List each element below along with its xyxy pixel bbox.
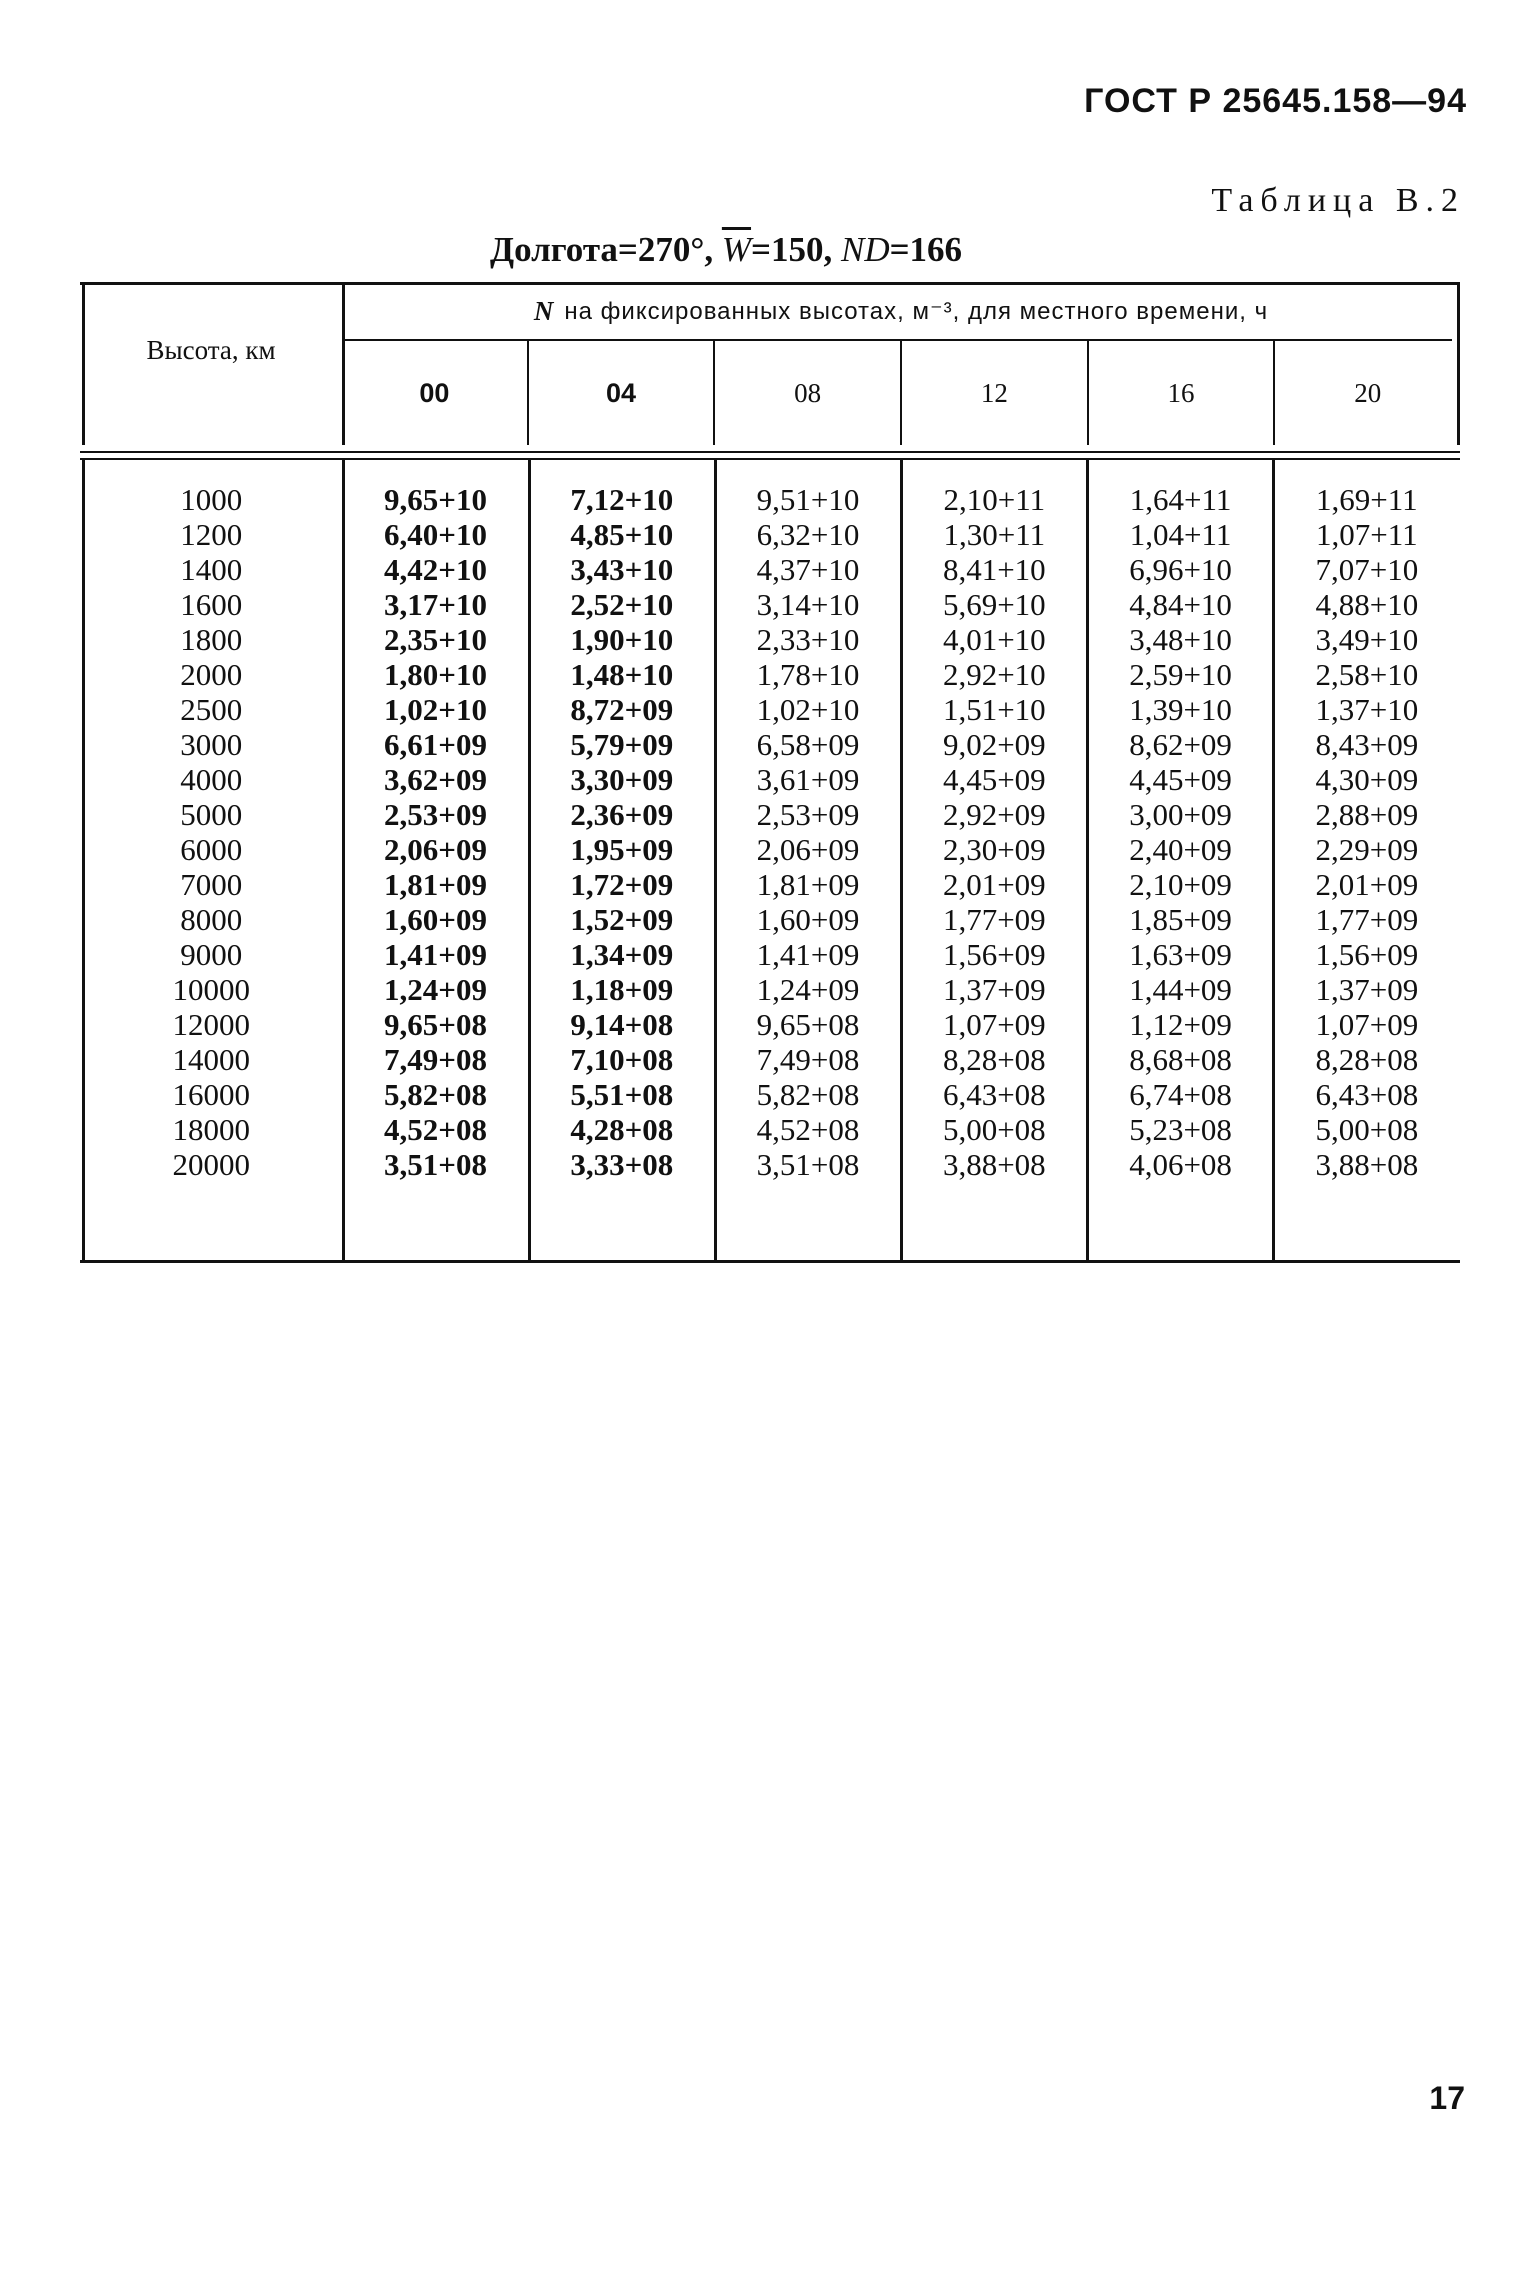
density-cell-20: 1,37+10 — [1315, 692, 1419, 727]
density-cell-16: 3,00+09 — [1129, 797, 1232, 832]
density-cell-04: 4,85+10 — [570, 517, 674, 552]
altitude-cell: 3000 — [180, 727, 243, 762]
density-cell-16: 1,04+11 — [1129, 517, 1232, 552]
table-bottom-rule — [80, 1260, 1460, 1263]
altitude-cell: 5000 — [180, 797, 243, 832]
density-cell-00: 2,06+09 — [384, 832, 487, 867]
data-grid — [80, 482, 1460, 1182]
density-cell-16: 1,12+09 — [1129, 1007, 1232, 1042]
density-cell-08: 1,24+09 — [756, 972, 860, 1007]
density-cell-12: 8,41+10 — [942, 552, 1046, 587]
density-cell-04: 1,90+10 — [570, 622, 674, 657]
density-cell-20: 3,88+08 — [1315, 1147, 1419, 1182]
density-cell-08: 4,52+08 — [756, 1112, 860, 1147]
standard-number: ГОСТ Р 25645.158—94 — [1084, 82, 1467, 120]
density-cell-16: 1,85+09 — [1129, 902, 1232, 937]
altitude-cell: 12000 — [172, 1007, 250, 1042]
longitude-label: Долгота=270°, — [490, 230, 714, 269]
density-cell-04: 9,14+08 — [570, 1007, 674, 1042]
density-cell-00: 5,82+08 — [384, 1077, 487, 1112]
density-cell-20: 2,88+09 — [1315, 797, 1419, 832]
density-cell-08: 7,49+08 — [756, 1042, 860, 1077]
density-cell-04: 1,48+10 — [570, 657, 674, 692]
density-cell-12: 1,56+09 — [942, 937, 1046, 972]
nd-symbol: ND — [840, 230, 890, 269]
density-cell-08: 1,02+10 — [756, 692, 860, 727]
time-header-00: 00 — [419, 377, 450, 408]
altitude-cell: 1800 — [180, 622, 243, 657]
altitude-column-header: Высота, км — [146, 334, 276, 365]
page-number: 17 — [1429, 2080, 1465, 2116]
table-caption — [490, 230, 962, 270]
table-row — [80, 727, 1460, 762]
table-row — [80, 657, 1460, 692]
density-cell-12: 2,10+11 — [943, 482, 1046, 517]
density-cell-04: 1,18+09 — [570, 972, 674, 1007]
density-cell-20: 4,88+10 — [1315, 587, 1419, 622]
density-cell-00: 7,49+08 — [384, 1042, 487, 1077]
density-cell-12: 1,77+09 — [942, 902, 1046, 937]
density-cell-16: 4,45+09 — [1129, 762, 1232, 797]
altitude-cell: 18000 — [172, 1112, 250, 1147]
table-row — [80, 1112, 1460, 1147]
density-cell-04: 1,52+09 — [570, 902, 674, 937]
density-cell-08: 5,82+08 — [756, 1077, 860, 1112]
density-cell-00: 3,17+10 — [384, 587, 487, 622]
density-span-text: на фиксированных высотах, м⁻³, для местного времени, ч — [564, 297, 1269, 325]
altitude-cell: 1600 — [180, 587, 243, 622]
w-symbol: $\overline{W}$ — [721, 230, 752, 269]
altitude-cell: 10000 — [172, 972, 250, 1007]
density-cell-20: 6,43+08 — [1315, 1077, 1419, 1112]
table-row — [80, 867, 1460, 902]
density-cell-00: 6,61+09 — [384, 727, 487, 762]
density-cell-00: 4,52+08 — [384, 1112, 487, 1147]
density-cell-12: 5,69+10 — [942, 587, 1046, 622]
header-double-rule — [80, 451, 1460, 460]
density-cell-20: 1,07+11 — [1316, 517, 1418, 552]
time-header-04: 04 — [527, 341, 714, 445]
density-cell-16: 4,84+10 — [1129, 587, 1232, 622]
density-cell-20: 5,00+08 — [1315, 1112, 1419, 1147]
density-cell-16: 5,23+08 — [1129, 1112, 1232, 1147]
density-cell-04: 3,30+09 — [570, 762, 674, 797]
density-cell-16: 8,62+09 — [1129, 727, 1232, 762]
table-row — [80, 1042, 1460, 1077]
density-cell-08: 1,81+09 — [756, 867, 860, 902]
density-cell-12: 4,45+09 — [942, 762, 1046, 797]
density-cell-04: 3,43+10 — [570, 552, 674, 587]
density-cell-00: 6,40+10 — [384, 517, 487, 552]
table-row — [80, 762, 1460, 797]
table-row — [80, 692, 1460, 727]
altitude-cell: 2500 — [180, 692, 243, 727]
density-cell-12: 4,01+10 — [942, 622, 1046, 657]
density-cell-08: 6,32+10 — [756, 517, 860, 552]
density-cell-12: 2,30+09 — [942, 832, 1046, 867]
time-header-08: 08 — [713, 341, 900, 445]
table-row — [80, 937, 1460, 972]
w-value: =150, — [751, 230, 833, 269]
density-cell-08: 2,33+10 — [756, 622, 860, 657]
density-cell-20: 1,69+11 — [1316, 482, 1418, 517]
density-cell-08: 9,65+08 — [756, 1007, 860, 1042]
density-cell-20: 4,30+09 — [1315, 762, 1419, 797]
density-cell-16: 8,68+08 — [1129, 1042, 1232, 1077]
table-row — [80, 972, 1460, 1007]
density-cell-16: 1,64+11 — [1129, 482, 1232, 517]
density-cell-08: 3,14+10 — [756, 587, 860, 622]
table-row — [80, 517, 1460, 552]
density-cell-08: 3,61+09 — [756, 762, 860, 797]
altitude-cell: 20000 — [172, 1147, 250, 1182]
density-cell-16: 2,40+09 — [1129, 832, 1232, 867]
time-header-16: 16 — [1087, 341, 1274, 445]
altitude-cell: 16000 — [172, 1077, 250, 1112]
altitude-cell: 7000 — [180, 867, 243, 902]
density-cell-16: 2,10+09 — [1129, 867, 1232, 902]
density-cell-16: 6,96+10 — [1129, 552, 1232, 587]
density-cell-04: 3,33+08 — [570, 1147, 674, 1182]
density-cell-16: 4,06+08 — [1129, 1147, 1232, 1182]
density-cell-00: 1,41+09 — [384, 937, 487, 972]
density-cell-04: 1,95+09 — [570, 832, 674, 867]
density-cell-16: 2,59+10 — [1129, 657, 1232, 692]
density-cell-20: 8,28+08 — [1315, 1042, 1419, 1077]
density-cell-12: 1,37+09 — [942, 972, 1046, 1007]
density-cell-00: 3,51+08 — [384, 1147, 487, 1182]
density-cell-00: 1,02+10 — [384, 692, 487, 727]
density-cell-16: 1,39+10 — [1129, 692, 1232, 727]
altitude-cell: 2000 — [180, 657, 243, 692]
table-row — [80, 587, 1460, 622]
table-row — [80, 622, 1460, 657]
density-cell-12: 5,00+08 — [942, 1112, 1046, 1147]
density-cell-04: 1,72+09 — [570, 867, 674, 902]
density-cell-04: 8,72+09 — [570, 692, 674, 727]
altitude-cell: 9000 — [180, 937, 243, 972]
density-cell-04: 1,34+09 — [570, 937, 674, 972]
density-cell-12: 6,43+08 — [942, 1077, 1046, 1112]
table-row — [80, 552, 1460, 587]
density-cell-00: 9,65+10 — [384, 482, 487, 517]
density-cell-20: 3,49+10 — [1315, 622, 1419, 657]
density-cell-08: 1,41+09 — [756, 937, 860, 972]
density-cell-12: 1,07+09 — [942, 1007, 1046, 1042]
altitude-cell: 8000 — [180, 902, 243, 937]
density-cell-12: 8,28+08 — [942, 1042, 1046, 1077]
density-cell-04: 2,52+10 — [570, 587, 674, 622]
density-cell-04: 5,51+08 — [570, 1077, 674, 1112]
table-label: Таблица В.2 — [1211, 182, 1465, 219]
table-row — [80, 797, 1460, 832]
density-cell-12: 2,01+09 — [942, 867, 1046, 902]
density-cell-20: 7,07+10 — [1315, 552, 1419, 587]
density-cell-04: 7,10+08 — [570, 1042, 674, 1077]
density-cell-00: 3,62+09 — [384, 762, 487, 797]
density-cell-16: 6,74+08 — [1129, 1077, 1232, 1112]
table-row — [80, 832, 1460, 867]
table-row — [80, 902, 1460, 937]
density-cell-08: 2,06+09 — [756, 832, 860, 867]
density-cell-20: 1,77+09 — [1315, 902, 1419, 937]
density-cell-08: 1,78+10 — [756, 657, 860, 692]
density-cell-20: 8,43+09 — [1315, 727, 1419, 762]
local-time-headers — [342, 341, 1460, 445]
altitude-cell: 1000 — [180, 482, 243, 517]
density-cell-12: 2,92+09 — [942, 797, 1046, 832]
table-row — [80, 482, 1460, 517]
density-cell-04: 4,28+08 — [570, 1112, 674, 1147]
density-span-header — [342, 285, 1460, 337]
density-cell-00: 1,24+09 — [384, 972, 487, 1007]
density-cell-12: 1,30+11 — [943, 517, 1046, 552]
time-header-20: 20 — [1273, 341, 1460, 445]
time-header-12: 12 — [900, 341, 1087, 445]
density-cell-12: 3,88+08 — [942, 1147, 1046, 1182]
density-cell-00: 2,35+10 — [384, 622, 487, 657]
density-cell-00: 2,53+09 — [384, 797, 487, 832]
altitude-cell: 6000 — [180, 832, 243, 867]
density-cell-08: 4,37+10 — [756, 552, 860, 587]
density-cell-16: 3,48+10 — [1129, 622, 1232, 657]
nd-value: =166 — [889, 230, 963, 269]
density-cell-08: 1,60+09 — [756, 902, 860, 937]
density-cell-00: 1,80+10 — [384, 657, 487, 692]
density-cell-04: 7,12+10 — [570, 482, 674, 517]
table-row — [80, 1077, 1460, 1112]
density-cell-12: 1,51+10 — [942, 692, 1046, 727]
density-cell-20: 2,58+10 — [1315, 657, 1419, 692]
density-cell-20: 1,07+09 — [1315, 1007, 1419, 1042]
density-cell-12: 9,02+09 — [942, 727, 1046, 762]
density-cell-00: 9,65+08 — [384, 1007, 487, 1042]
density-cell-20: 2,29+09 — [1315, 832, 1419, 867]
altitude-cell: 14000 — [172, 1042, 250, 1077]
density-cell-00: 4,42+10 — [384, 552, 487, 587]
density-cell-16: 1,44+09 — [1129, 972, 1232, 1007]
density-cell-20: 1,56+09 — [1315, 937, 1419, 972]
density-cell-00: 1,60+09 — [384, 902, 487, 937]
density-table — [80, 282, 1460, 1263]
density-cell-12: 2,92+10 — [942, 657, 1046, 692]
table-header — [80, 285, 1460, 445]
density-cell-04: 5,79+09 — [570, 727, 674, 762]
density-cell-20: 1,37+09 — [1315, 972, 1419, 1007]
density-cell-04: 2,36+09 — [570, 797, 674, 832]
altitude-cell: 1200 — [180, 517, 243, 552]
density-cell-08: 2,53+09 — [756, 797, 860, 832]
table-row — [80, 1147, 1460, 1182]
altitude-cell: 4000 — [180, 762, 243, 797]
table-body — [80, 460, 1460, 1260]
density-cell-08: 3,51+08 — [756, 1147, 860, 1182]
density-cell-08: 9,51+10 — [756, 482, 860, 517]
density-cell-16: 1,63+09 — [1129, 937, 1232, 972]
table-row — [80, 1007, 1460, 1042]
density-cell-20: 2,01+09 — [1315, 867, 1419, 902]
density-symbol: N — [533, 295, 555, 326]
density-cell-08: 6,58+09 — [756, 727, 860, 762]
altitude-cell: 1400 — [180, 552, 243, 587]
density-cell-00: 1,81+09 — [384, 867, 487, 902]
